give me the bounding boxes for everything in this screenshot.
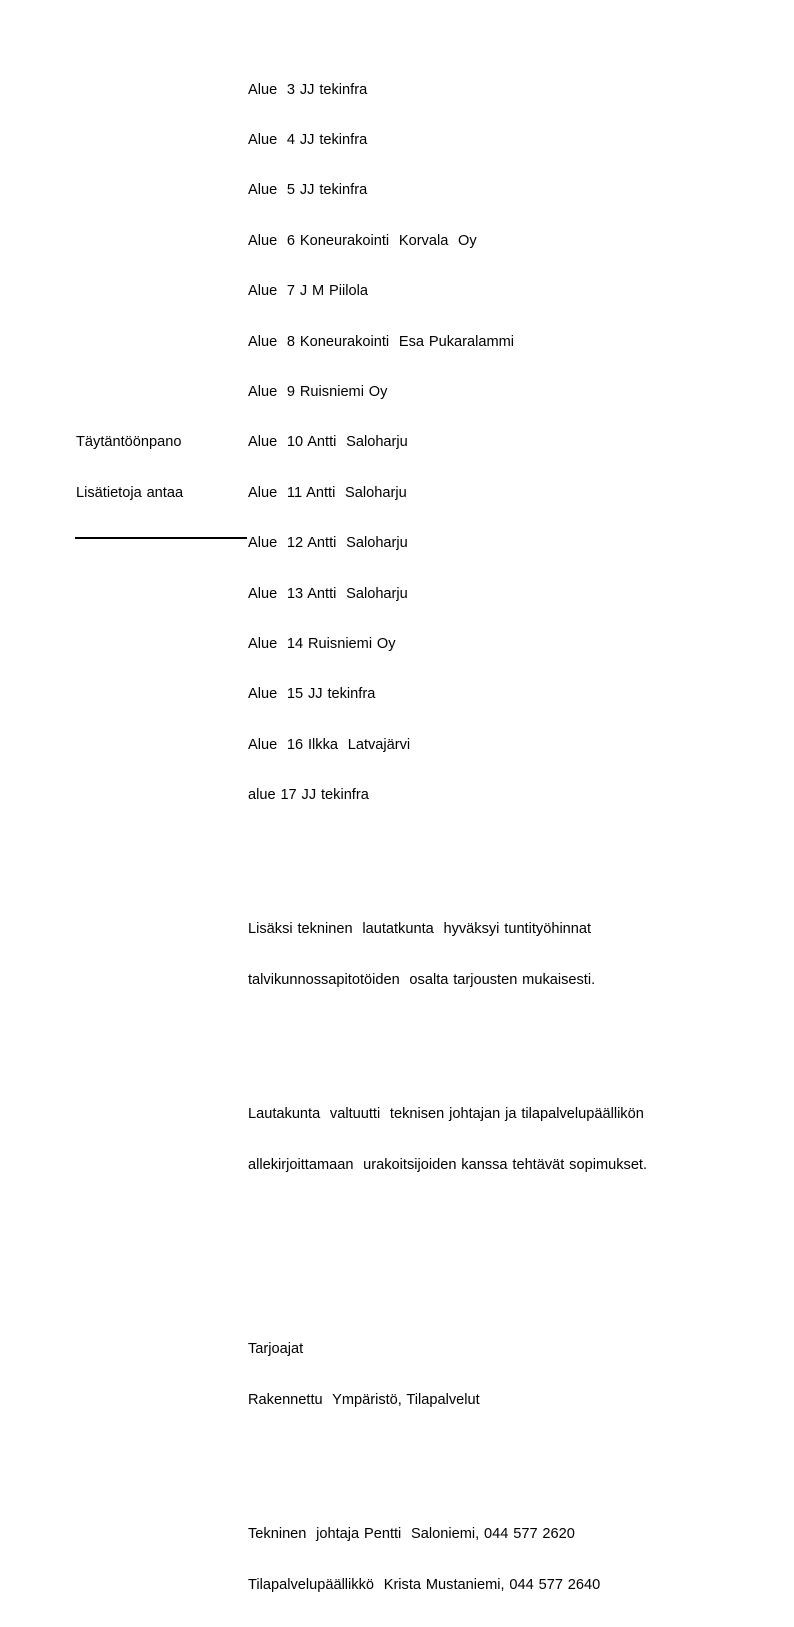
execution-value-line: Tarjoajat xyxy=(248,1341,304,1358)
contractor-line: Alue 11 Antti Saloharju xyxy=(248,484,407,501)
paragraph-line: Lautakunta valtuutti teknisen johtajan ja tilapalvelupäällikön xyxy=(248,1106,644,1123)
blank-line xyxy=(248,854,718,871)
signature-line xyxy=(75,537,247,539)
document-body xyxy=(248,48,718,1627)
contractor-line: Alue 4 JJ tekinfra xyxy=(248,131,368,148)
contractor-line: Alue 5 JJ tekinfra xyxy=(248,182,368,199)
contractor-line: Alue 15 JJ tekinfra xyxy=(248,686,376,703)
contractor-line: alue 17 JJ tekinfra xyxy=(248,787,369,804)
blank-line xyxy=(248,1224,718,1241)
contractor-line: Alue 10 Antti Saloharju xyxy=(248,434,408,451)
blank-line xyxy=(248,1274,718,1291)
contractor-line: Alue 7 J M Piilola xyxy=(248,283,368,300)
contractor-line: Alue 16 Ilkka Latvajärvi xyxy=(248,736,411,753)
blank-line xyxy=(248,1459,718,1476)
blank-line xyxy=(248,1039,718,1056)
paragraph-line: Lisäksi tekninen lautatkunta hyväksyi tuntityöhinnat xyxy=(248,921,592,938)
contractor-line: Alue 13 Antti Saloharju xyxy=(248,585,408,602)
more-info-label: Lisätietoja antaa xyxy=(76,484,184,501)
more-info-value-line: Tekninen johtaja Pentti Saloniemi, 044 577 2620 xyxy=(248,1526,575,1543)
paragraph-line: talvikunnossapitotöiden osalta tarjousten mukaisesti. xyxy=(248,971,596,988)
contractor-line: Alue 9 Ruisniemi Oy xyxy=(248,383,388,400)
more-info-value-line: Tilapalvelupäällikkö Krista Mustaniemi, 044 577 2640 xyxy=(248,1576,601,1593)
execution-label: Täytäntöönpano xyxy=(76,434,182,451)
contractor-line: Alue 6 Koneurakointi Korvala Oy xyxy=(248,232,477,249)
contractor-line: Alue 8 Koneurakointi Esa Pukaralammi xyxy=(248,333,514,350)
paragraph-line: allekirjoittamaan urakoitsijoiden kanssa tehtävät sopimukset. xyxy=(248,1156,648,1173)
execution-value-line: Rakennettu Ympäristö, Tilapalvelut xyxy=(248,1391,480,1408)
contractor-line: Alue 3 JJ tekinfra xyxy=(248,81,368,98)
contractor-line: Alue 12 Antti Saloharju xyxy=(248,535,408,552)
contractor-line: Alue 14 Ruisniemi Oy xyxy=(248,635,396,652)
